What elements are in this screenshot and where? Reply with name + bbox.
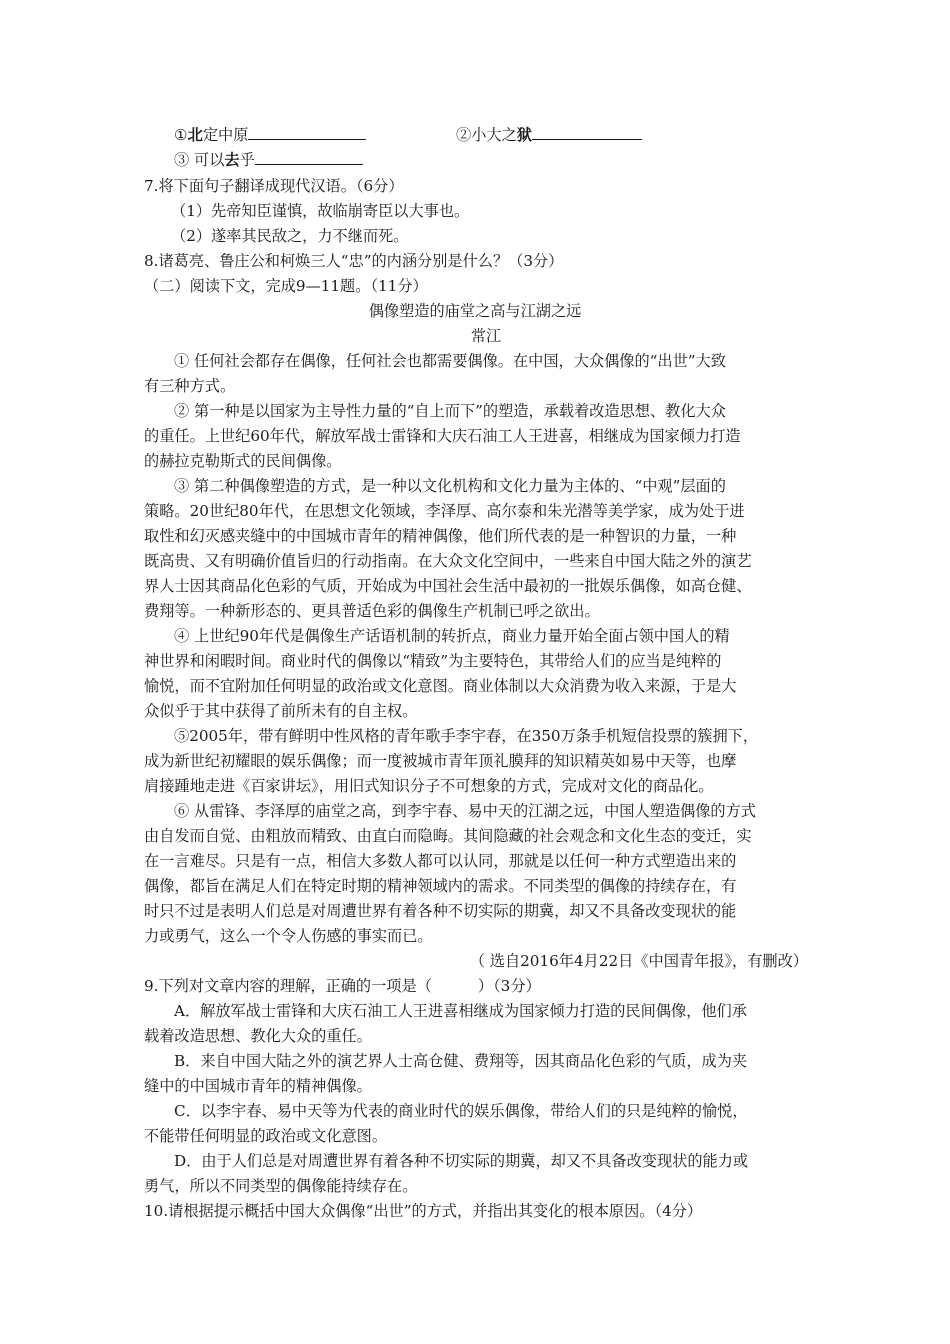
article-line: 费翔等。一种新形态的、更具普适色彩的偶像生产机制已呼之欲出。 xyxy=(144,602,600,620)
q9-option-d: D．由于人们总是对周遭世界有着各种不切实际的期冀，却又不具备改变现状的能力或 xyxy=(174,1152,749,1170)
q9-option-c: C．以李宇春、易中天等为代表的商业时代的娱乐偶像，带给人们的只是纯粹的愉悦， xyxy=(174,1102,748,1120)
q7-title: 7.将下面句子翻译成现代汉语。（6分） xyxy=(144,177,404,195)
q9-option-c-cont: 不能带任何明显的政治或文化意图。 xyxy=(144,1127,387,1145)
article-line: 的重任。上世纪60年代，解放军战士雷锋和大庆石油工人王进喜，相继成为国家倾力打造 xyxy=(144,427,741,445)
article-line: 时只不过是表明人们总是对周遭世界有着各种不切实际的期冀，却又不具备改变现状的能 xyxy=(144,902,737,920)
article-line: 愉悦，而不宜附加任何明显的政治或文化意图。商业体制以大众消费为收入来源，于是大 xyxy=(144,677,737,695)
article-line: ③ 第二种偶像塑造的方式，是一种以文化机构和文化力量为主体的、“中观”层面的 xyxy=(174,477,726,495)
article-line: 神世界和闲暇时间。商业时代的偶像以“精致”为主要特色，其带给人们的应当是纯粹的 xyxy=(144,652,722,670)
article-line: 由自发而自觉、由粗放而精致、由直白而隐晦。其间隐藏的社会观念和文化生态的变迁，实 xyxy=(144,827,752,845)
article-line: 在一言难尽。只是有一点，相信大多数人都可以认同，那就是以任何一种方式塑造出来的 xyxy=(144,852,737,870)
article-line: 取性和幻灭感夹缝中的中国城市青年的精神偶像，他们所代表的是一种智识的力量，一种 xyxy=(144,527,737,545)
q9-option-b: B．来自中国大陆之外的演艺界人士高仓健、费翔等，因其商品化色彩的气质，成为夹 xyxy=(174,1052,748,1070)
q9-option-a: A．解放军战士雷锋和大庆石油工人王进喜相继成为国家倾力打造的民间偶像，他们承 xyxy=(174,1002,747,1020)
article-line: 有三种方式。 xyxy=(144,377,236,395)
article-line: 肩接踵地走进《百家讲坛》，用旧式知识分子不可想象的方式，完成对文化的商品化。 xyxy=(144,777,714,795)
q10-title: 10.请根据提示概括中国大众偶像“出世”的方式，并指出其变化的根本原因。（4分） xyxy=(144,1202,703,1220)
article-line: ⑤2005年，带有鲜明中性风格的青年歌手李宇春，在350万条手机短信投票的簇拥下， xyxy=(174,727,759,745)
article-line: 力或勇气，这么一个令人伤感的事实而已。 xyxy=(144,927,433,945)
q7-sentence-1: （1）先帝知臣谨慎，故临崩寄臣以大事也。 xyxy=(171,202,470,220)
q6-item-1: ①北定中原 xyxy=(174,122,366,148)
article-title: 偶像塑造的庙堂之高与江湖之远 xyxy=(368,302,582,320)
answer-blank-1[interactable] xyxy=(248,122,366,140)
q6-item-2: ②小大之狱 xyxy=(456,122,642,148)
article-line: 策略。20世纪80年代，在思想文化领域，李泽厚、高尔泰和朱光潜等美学家，成为处于进 xyxy=(144,502,745,520)
article-line: ② 第一种是以国家为主导性力量的“自上而下”的塑造，承载着改造思想、教化大众 xyxy=(174,402,726,420)
q6-item-3: ③ 可以去乎 xyxy=(174,147,363,173)
q7-sentence-2: （2）遂率其民敌之，力不继而死。 xyxy=(171,227,409,245)
section-2-title: （二）阅读下文，完成9—11题。（11分） xyxy=(144,277,428,295)
q9-option-d-cont: 勇气，所以不同类型的偶像能持续存在。 xyxy=(144,1177,418,1195)
article-line: 既高贵、又有明确价值旨归的行动指南。在大众文化空间中，一些来自中国大陆之外的演艺 xyxy=(144,552,752,570)
answer-blank-3[interactable] xyxy=(255,147,363,165)
article-line: 的赫拉克勒斯式的民间偶像。 xyxy=(144,452,342,470)
article-author: 常江 xyxy=(470,327,502,345)
article-source: （ 选自2016年4月22日《中国青年报》，有删改） xyxy=(469,952,808,970)
q9-title: 9.下列对文章内容的理解，正确的一项是（ ）（3分） xyxy=(144,977,541,995)
q8-title: 8.诸葛亮、鲁庄公和柯焕三人“忠”的内涵分别是什么？（3分） xyxy=(144,252,564,270)
answer-blank-2[interactable] xyxy=(532,122,642,140)
article-line: ① 任何社会都存在偶像，任何社会也都需要偶像。在中国，大众偶像的“出世”大致 xyxy=(174,352,726,370)
article-line: 众似乎于其中获得了前所未有的自主权。 xyxy=(144,702,418,720)
article-line: 成为新世纪初耀眼的娱乐偶像；而一度被城市青年顶礼膜拜的知识精英如易中天等，也摩 xyxy=(144,752,737,770)
q9-option-a-cont: 载着改造思想、教化大众的重任。 xyxy=(144,1027,372,1045)
article-line: 偶像，都旨在满足人们在特定时期的精神领域内的需求。不同类型的偶像的持续存在，有 xyxy=(144,877,737,895)
article-line: ④ 上世纪90年代是偶像生产话语机制的转折点，商业力量开始全面占领中国人的精 xyxy=(174,627,730,645)
article-line: 界人士因其商品化色彩的气质，开始成为中国社会生活中最初的一批娱乐偶像，如高仓健、 xyxy=(144,577,752,595)
article-line: ⑥ 从雷锋、李泽厚的庙堂之高，到李宇春、易中天的江湖之远，中国人塑造偶像的方式 xyxy=(174,802,756,820)
q9-option-b-cont: 缝中的中国城市青年的精神偶像。 xyxy=(144,1077,372,1095)
